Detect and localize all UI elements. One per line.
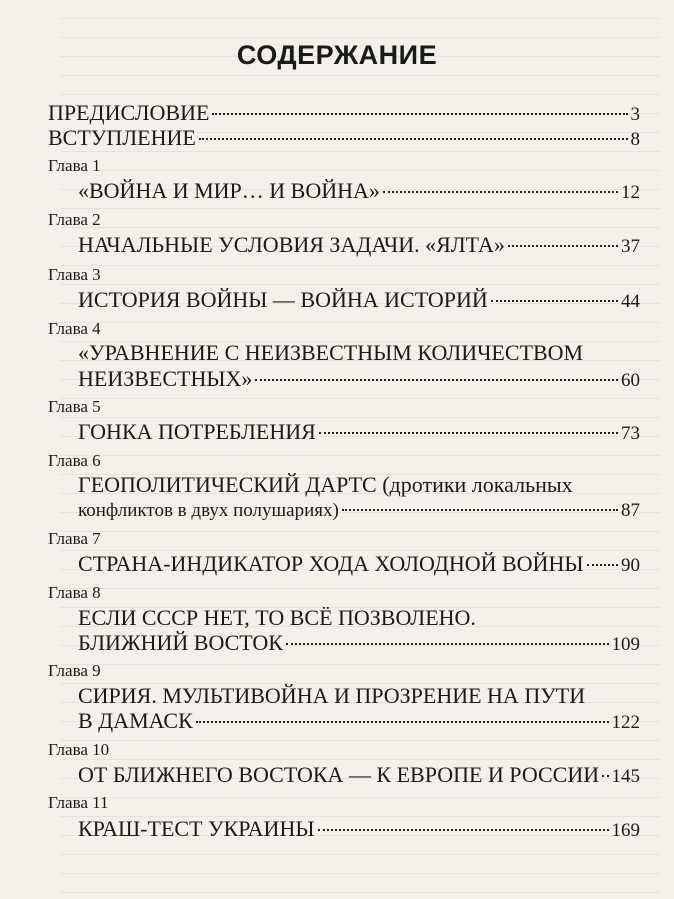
entry-title: ОТ БЛИЖНЕГО ВОСТОКА — К ЕВРОПЕ И РОССИИ xyxy=(78,762,600,787)
entry-title: СТРАНА-ИНДИКАТОР ХОДА ХОЛОДНОЙ ВОЙНЫ xyxy=(78,551,584,576)
entry-title: ВСТУПЛЕНИЕ xyxy=(48,125,196,150)
chapter-label: Глава 9 xyxy=(48,661,101,680)
chapter-label: Глава 5 xyxy=(48,397,101,416)
toc-entry-introduction xyxy=(48,125,640,153)
dot-leader xyxy=(199,138,628,140)
dot-leader xyxy=(255,379,618,381)
entry-title-line: СИРИЯ. МУЛЬТИВОЙНА И ПРОЗРЕНИЕ НА ПУТИ xyxy=(78,683,586,708)
dot-leader xyxy=(602,775,608,777)
toc-entry-chapter-1 xyxy=(78,178,640,206)
entry-title-line: ЕСЛИ СССР НЕТ, ТО ВСЁ ПОЗВОЛЕНО. xyxy=(78,605,476,630)
chapter-label: Глава 4 xyxy=(48,319,101,338)
entry-page: 44 xyxy=(621,291,640,312)
entry-page: 8 xyxy=(630,129,640,150)
entry-title: КРАШ-ТЕСТ УКРАИНЫ xyxy=(78,816,315,841)
entry-page: 73 xyxy=(621,423,640,444)
dot-leader xyxy=(587,564,618,566)
dot-leader xyxy=(342,509,618,511)
entry-title-line: «УРАВНЕНИЕ С НЕИЗВЕСТНЫМ КОЛИЧЕСТВОМ xyxy=(78,340,584,365)
toc-entry-chapter-4 xyxy=(78,366,640,394)
entry-title: ГОНКА ПОТРЕБЛЕНИЯ xyxy=(78,419,316,444)
chapter-label: Глава 1 xyxy=(48,156,101,175)
entry-page: 145 xyxy=(611,766,640,787)
entry-page: 169 xyxy=(611,820,640,841)
dot-leader xyxy=(383,191,618,193)
entry-title: «ВОЙНА И МИР… И ВОЙНА» xyxy=(78,178,380,203)
entry-page: 37 xyxy=(621,236,640,257)
entry-page: 87 xyxy=(621,500,640,521)
toc-entry-chapter-3 xyxy=(78,287,640,315)
chapter-label: Глава 7 xyxy=(48,529,101,548)
toc-entry-chapter-8 xyxy=(78,630,640,658)
dot-leader xyxy=(212,113,627,115)
toc-entry-preface xyxy=(48,100,640,128)
entry-title: НЕИЗВЕСТНЫХ» xyxy=(78,366,253,391)
entry-title: НАЧАЛЬНЫЕ УСЛОВИЯ ЗАДАЧИ. «ЯЛТА» xyxy=(78,232,505,257)
entry-title: конфликтов в двух полушариях) xyxy=(78,500,339,521)
entry-page: 60 xyxy=(621,370,640,391)
entry-title: БЛИЖНИЙ ВОСТОК xyxy=(78,630,283,655)
chapter-label: Глава 11 xyxy=(48,793,109,812)
toc-entry-chapter-7 xyxy=(78,551,640,579)
dot-leader xyxy=(318,829,609,831)
entry-title: ПРЕДИСЛОВИЕ xyxy=(48,100,210,125)
toc-entry-chapter-10 xyxy=(78,762,640,790)
dot-leader xyxy=(196,721,609,723)
entry-page: 3 xyxy=(630,104,640,125)
entry-page: 122 xyxy=(611,712,640,733)
dot-leader xyxy=(508,245,618,247)
toc-entry-chapter-6 xyxy=(78,498,640,524)
entry-page: 12 xyxy=(621,182,640,203)
chapter-label: Глава 3 xyxy=(48,265,101,284)
page-title: СОДЕРЖАНИЕ xyxy=(236,40,438,70)
entry-title: ИСТОРИЯ ВОЙНЫ — ВОЙНА ИСТОРИЙ xyxy=(78,287,488,312)
dot-leader xyxy=(491,300,618,302)
chapter-label: Глава 2 xyxy=(48,210,101,229)
toc-entry-chapter-9 xyxy=(78,708,640,736)
chapter-label: Глава 10 xyxy=(48,740,110,759)
chapter-label: Глава 8 xyxy=(48,583,101,602)
dot-leader xyxy=(319,432,618,434)
entry-title: В ДАМАСК xyxy=(78,708,193,733)
entry-page: 90 xyxy=(621,555,640,576)
toc-entry-chapter-2 xyxy=(78,232,640,260)
toc-entry-chapter-5 xyxy=(78,419,640,447)
entry-page: 109 xyxy=(611,634,640,655)
dot-leader xyxy=(286,643,609,645)
toc-entry-chapter-11 xyxy=(78,816,640,844)
entry-title-line: ГЕОПОЛИТИЧЕСКИЙ ДАРТС (дротики локальных xyxy=(78,472,573,497)
chapter-label: Глава 6 xyxy=(48,451,101,470)
